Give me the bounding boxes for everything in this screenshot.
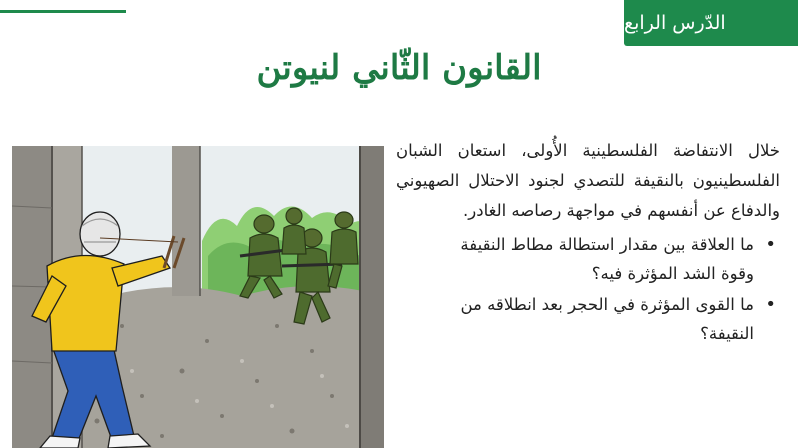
lesson-text: [396, 136, 780, 350]
lesson-tab-label: الدّرس الرابع: [624, 12, 726, 34]
intifada-illustration: [12, 146, 384, 448]
illustration-drawing: [12, 146, 384, 448]
question-text: ما العلاقة بين مقدار استطالة مطاط النقيفة وقوة الشد المؤثرة فيه؟: [460, 235, 754, 283]
bullet-icon: •: [765, 294, 776, 315]
bullet-icon: •: [765, 234, 776, 255]
question-list: [396, 230, 780, 348]
top-divider: [0, 10, 126, 13]
question-item: [426, 230, 780, 288]
lesson-tab: [624, 0, 798, 46]
intro-paragraph: خلال الانتفاضة الفلسطينية الأُولى، استعان الشبان الفلسطينيون بالنقيفة للتصدي لجنود الاحتلال الصهيوني والدفاع عن أنفسهم في مواجهة رصاصه الغادر.: [396, 141, 780, 220]
question-item: [426, 290, 780, 348]
page-title: القانون الثّاني لنيوتن: [256, 48, 542, 88]
question-text: ما القوى المؤثرة في الحجر بعد انطلاقه من النقيفة؟: [460, 295, 754, 343]
